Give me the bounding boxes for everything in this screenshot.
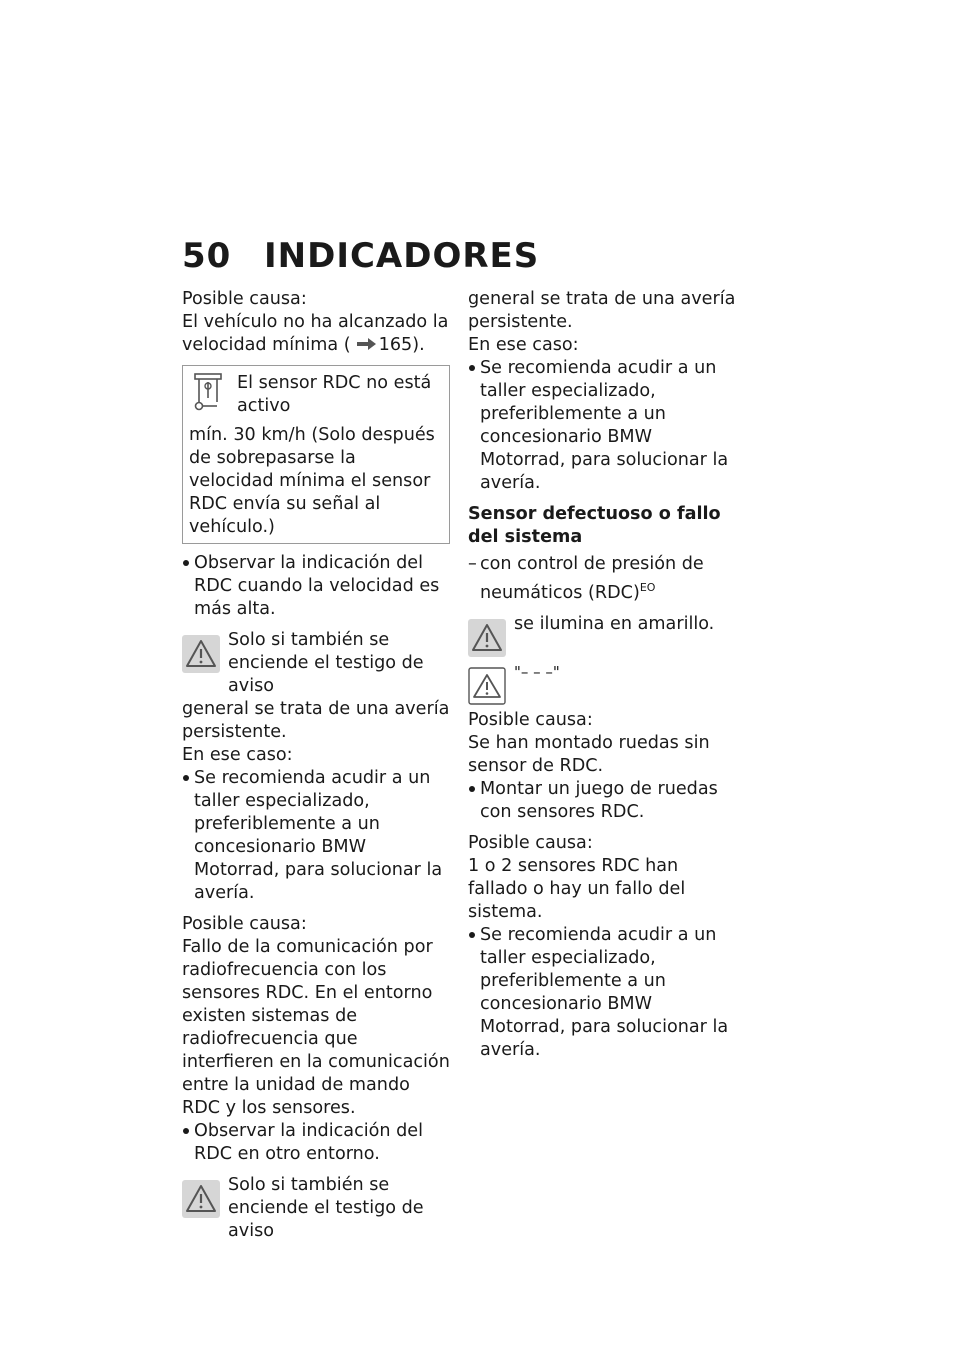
page-header [182, 236, 539, 276]
list-item: Se recomienda acudir a un taller especializado, preferiblemente a un concesionario BMW Motorrad, para solucionar la avería. [182, 767, 450, 905]
equipment-code: EO [639, 581, 656, 594]
cause-text: Se han montado ruedas sin sensor de RDC. [468, 732, 710, 776]
cause-label: Posible causa: [182, 289, 307, 309]
warning-notice [182, 629, 450, 698]
warning-notice [182, 1174, 450, 1243]
warning-text-continued: general se trata de una avería persistente. [468, 289, 736, 332]
cause-label: Posible causa: [468, 832, 593, 853]
list-item: Se recomienda acudir a un taller especializado, preferiblemente a un concesionario BMW Motorrad, para solucionar la avería. [468, 924, 736, 1062]
warning-notice [468, 613, 736, 657]
left-column [182, 288, 450, 1243]
cause-label: Posible causa: [468, 709, 593, 730]
section-title: INDICADORES [264, 236, 540, 276]
display-dashes: "– – –" [514, 662, 560, 681]
note-head [189, 372, 443, 418]
tire-gauge-icon [189, 372, 227, 412]
warning-text: se ilumina en amarillo. [514, 613, 715, 634]
case-label: En ese caso: [182, 745, 293, 765]
list-item: Observar la indicación del RDC cuando la velocidad es más alta. [182, 552, 450, 621]
dash-mark: – [468, 554, 477, 574]
warning-triangle-icon [182, 635, 220, 673]
warning-triangle-outline-icon [468, 667, 506, 705]
warning-notice-outline [468, 661, 736, 705]
right-column [468, 288, 736, 1070]
section-heading: Sensor defectuoso o fallo del sistema [468, 504, 721, 547]
list-item: Se recomienda acudir a un taller especializado, preferiblemente a un concesionario BMW Motorrad, para solucionar la avería. [468, 357, 736, 495]
case-label: En ese caso: [468, 335, 579, 355]
note-title: El sensor RDC no está activo [237, 373, 432, 416]
cause-text: Fallo de la comunicación por radiofrecuencia con los sensores RDC. En el entorno existen sistemas de radiofrecuencia que interfieren en la comunicación entre la unidad de mando RDC y los sensores. [182, 937, 450, 1118]
page-number: 50 [182, 236, 232, 276]
list-item: Observar la indicación del RDC en otro entorno. [182, 1120, 450, 1166]
list-item: Montar un juego de ruedas con sensores RDC. [468, 778, 736, 824]
dash-item: – con control de presión de neumáticos (RDC)$^{EO}$ [468, 554, 704, 603]
reference-arrow-icon [355, 337, 377, 351]
cause-text: El vehículo no ha alcanzado la velocidad mínima ( 165). [182, 312, 449, 355]
cause-label: Posible causa: [182, 914, 307, 934]
warning-text: Solo si también se enciende el testigo de aviso [228, 630, 424, 696]
warning-text-continued: general se trata de una avería persistente. [182, 699, 450, 742]
cause-text: 1 o 2 sensores RDC han fallado o hay un fallo del sistema. [468, 855, 686, 922]
rdc-note-box [182, 365, 450, 544]
page-reference[interactable]: ( 165). [343, 335, 425, 355]
warning-triangle-icon [182, 1180, 220, 1218]
warning-triangle-icon [468, 619, 506, 657]
warning-text: Solo si también se enciende el testigo de aviso [228, 1175, 424, 1241]
note-body: mín. 30 km/h (Solo después de sobrepasarse la velocidad mínima el sensor RDC envía su señal al vehículo.) [189, 425, 435, 537]
